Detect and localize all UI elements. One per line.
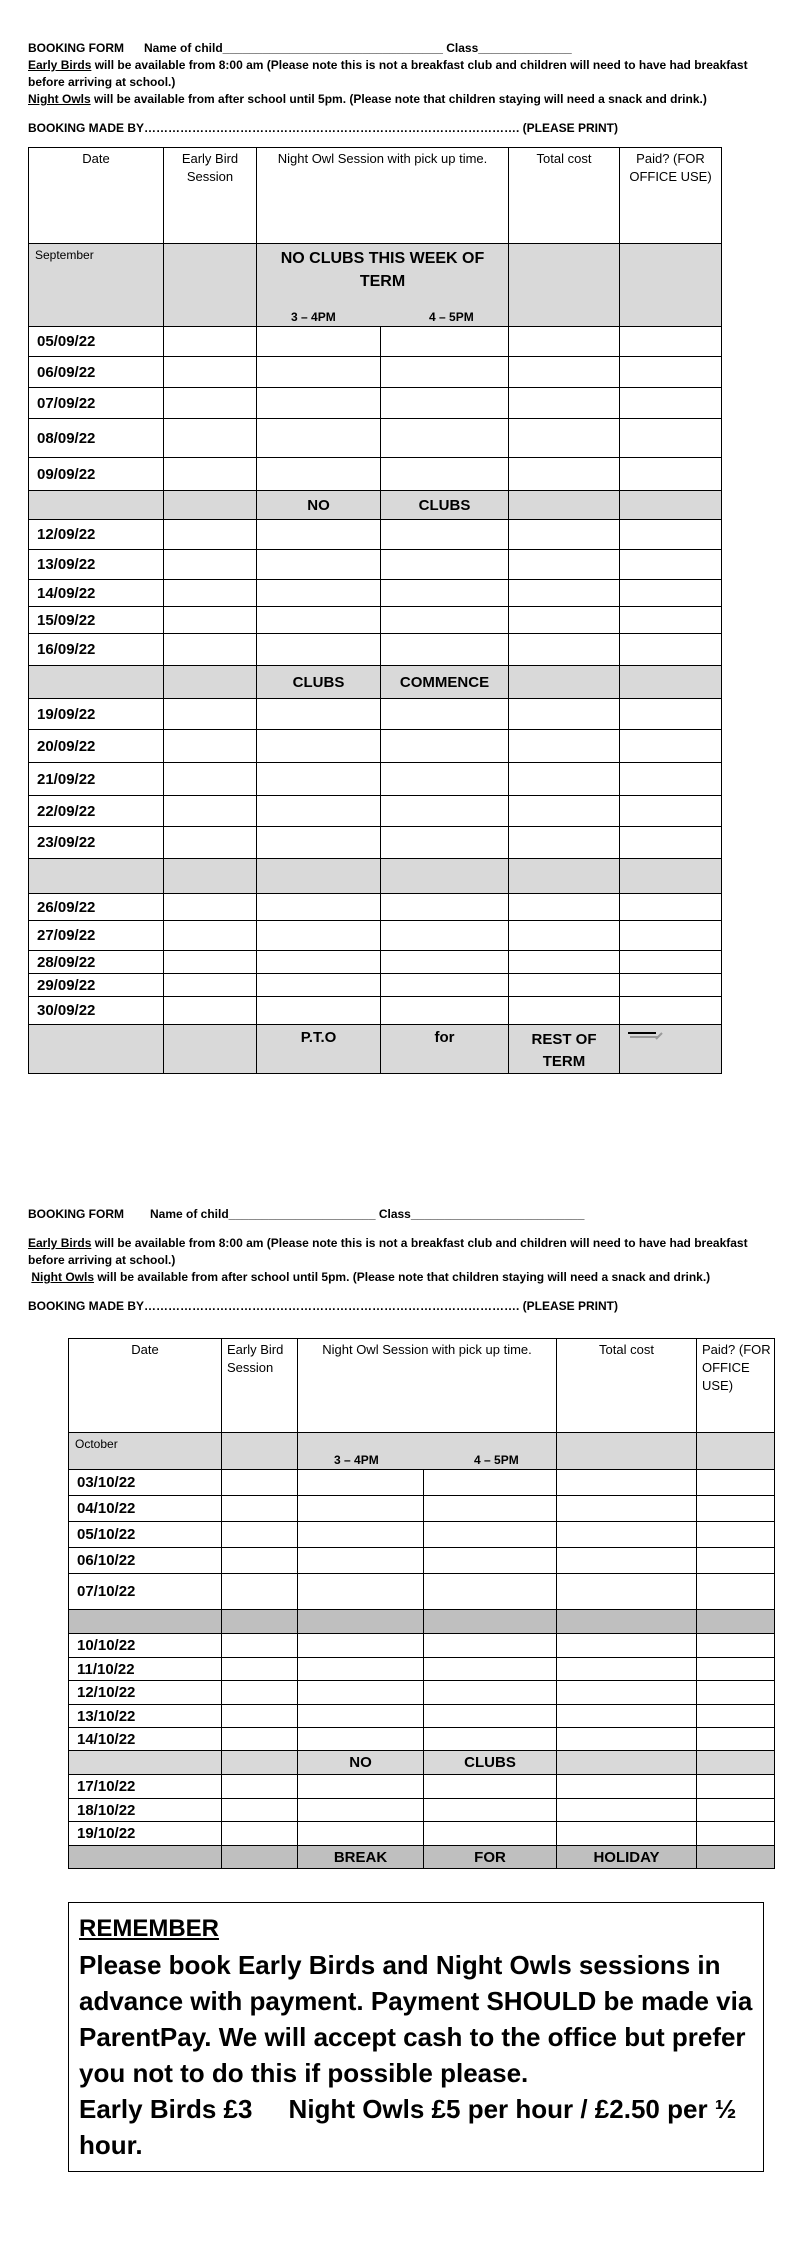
form2-booking-table: [68, 1338, 775, 1869]
slot-4-5pm: 4 – 5PM: [429, 310, 474, 324]
table-row[interactable]: 19/09/22: [29, 699, 722, 730]
form1-early-birds-note: Early Birds will be available from 8:00 am (Please note this is not a breakfast club and children will need to have had breakfast before arriving at school.): [28, 58, 748, 89]
slot-3-4pm: 3 – 4PM: [334, 1453, 379, 1467]
col-total-cost: Total cost: [509, 148, 620, 244]
month-label: October: [75, 1437, 118, 1451]
remember-notice-box: [68, 1902, 764, 2172]
table-row[interactable]: 04/10/22: [69, 1496, 775, 1522]
col-early-bird: Early Bird Session: [222, 1339, 298, 1433]
table-row[interactable]: 08/09/22: [29, 419, 722, 458]
month-row: [69, 1433, 775, 1470]
remember-prices: Early Birds £3 Night Owls £5 per hour / £2.50 per ½ hour.: [79, 2094, 744, 2160]
separator-row: NO CLUBS: [29, 491, 722, 520]
table-row[interactable]: 10/10/22: [69, 1634, 775, 1658]
table-row[interactable]: 26/09/22: [29, 894, 722, 921]
table-row[interactable]: 16/09/22: [29, 634, 722, 666]
table-row[interactable]: 09/09/22: [29, 458, 722, 491]
form1-title-line: [28, 40, 768, 57]
table-row[interactable]: 19/10/22: [69, 1822, 775, 1846]
table-row[interactable]: 21/09/22: [29, 763, 722, 796]
form2-child-class-line[interactable]: Name of child______________________ Class__________________________: [150, 1207, 585, 1221]
separator-row: NO CLUBS: [69, 1751, 775, 1775]
slot-3-4pm: 3 – 4PM: [291, 310, 336, 324]
form2-night-owls-note: Night Owls will be available from after school until 5pm. (Please note that children staying will need a snack and drink.): [31, 1270, 711, 1284]
form2-title: BOOKING FORM: [28, 1207, 124, 1221]
for-label: for: [381, 1025, 509, 1074]
table-row[interactable]: 14/09/22: [29, 580, 722, 607]
table-row[interactable]: 27/09/22: [29, 921, 722, 951]
time-slot-cell: [298, 1433, 557, 1470]
table-row[interactable]: 06/09/22: [29, 357, 722, 388]
form2-header: [28, 1206, 768, 1315]
table-row[interactable]: 28/09/22: [29, 951, 722, 974]
footer-row: [29, 1025, 722, 1074]
col-date: Date: [69, 1339, 222, 1433]
remember-body: Please book Early Birds and Night Owls sessions in advance with payment. Payment SHOULD be made via ParentPay. We will accept cash to the office but prefer you not to do this if possible please.: [79, 1950, 753, 2088]
col-total-cost: Total cost: [557, 1339, 697, 1433]
pto-label: P.T.O: [257, 1025, 381, 1074]
table-row[interactable]: 07/10/22: [69, 1574, 775, 1610]
form1-title: BOOKING FORM: [28, 41, 124, 55]
col-night-owl: Night Owl Session with pick up time.: [298, 1339, 557, 1433]
table-row[interactable]: 06/10/22: [69, 1548, 775, 1574]
table-header-row: [69, 1339, 775, 1433]
table-row[interactable]: 13/10/22: [69, 1705, 775, 1728]
separator-row: [69, 1610, 775, 1634]
table-row[interactable]: 29/09/22: [29, 974, 722, 997]
table-row[interactable]: 05/10/22: [69, 1522, 775, 1548]
col-paid: Paid? (FOR OFFICE USE): [697, 1339, 775, 1433]
table-row[interactable]: 30/09/22: [29, 997, 722, 1025]
break-label: BREAK: [298, 1846, 424, 1869]
form1-night-owls-note: Night Owls will be available from after school until 5pm. (Please note that children staying will need a snack and drink.): [28, 92, 707, 106]
table-row[interactable]: 12/10/22: [69, 1681, 775, 1705]
table-row[interactable]: 07/09/22: [29, 388, 722, 419]
rest-of-term-label: REST OF TERM: [509, 1025, 620, 1074]
form1-header: [28, 40, 768, 137]
form1-child-class-line[interactable]: Name of child_________________________________ Class______________: [144, 41, 572, 55]
footer-row: [69, 1846, 775, 1869]
table-row[interactable]: 18/10/22: [69, 1799, 775, 1822]
month-label: September: [35, 248, 94, 262]
table-row[interactable]: 23/09/22: [29, 827, 722, 859]
form2-booking-made-by[interactable]: BOOKING MADE BY…………………………………………………………………………………. (PLEASE PRINT): [28, 1299, 619, 1313]
month-row: [29, 244, 722, 327]
table-row[interactable]: 03/10/22: [69, 1470, 775, 1496]
table-header-row: [29, 148, 722, 244]
form1-booking-made-by[interactable]: BOOKING MADE BY…………………………………………………………………………………. (PLEASE PRINT): [28, 121, 619, 135]
form2-title-line: [28, 1206, 768, 1223]
col-early-bird: Early Bird Session: [164, 148, 257, 244]
slot-4-5pm: 4 – 5PM: [474, 1453, 519, 1467]
col-date: Date: [29, 148, 164, 244]
separator-row: [29, 859, 722, 894]
no-clubs-week-cell: NO CLUBS THIS WEEK OF TERM 3 – 4PM 4 – 5PM: [257, 244, 509, 327]
table-row[interactable]: 14/10/22: [69, 1728, 775, 1751]
table-row[interactable]: 20/09/22: [29, 730, 722, 763]
holiday-label: HOLIDAY: [557, 1846, 697, 1869]
form1-booking-table: [28, 147, 722, 1074]
col-night-owl: Night Owl Session with pick up time.: [257, 148, 509, 244]
table-row[interactable]: 13/09/22: [29, 550, 722, 580]
table-row[interactable]: 17/10/22: [69, 1775, 775, 1799]
table-row[interactable]: 05/09/22: [29, 327, 722, 357]
table-row[interactable]: 22/09/22: [29, 796, 722, 827]
separator-row: CLUBS COMMENCE: [29, 666, 722, 699]
col-paid: Paid? (FOR OFFICE USE): [620, 148, 722, 244]
form2-early-birds-note: Early Birds will be available from 8:00 am (Please note this is not a breakfast club and children will need to have had breakfast before arriving at school.): [28, 1236, 748, 1267]
remember-title: REMEMBER: [79, 1915, 220, 1942]
arrow-icon: [626, 1027, 666, 1049]
table-row[interactable]: 15/09/22: [29, 607, 722, 634]
table-row[interactable]: 11/10/22: [69, 1658, 775, 1681]
for-label: FOR: [424, 1846, 557, 1869]
table-row[interactable]: 12/09/22: [29, 520, 722, 550]
